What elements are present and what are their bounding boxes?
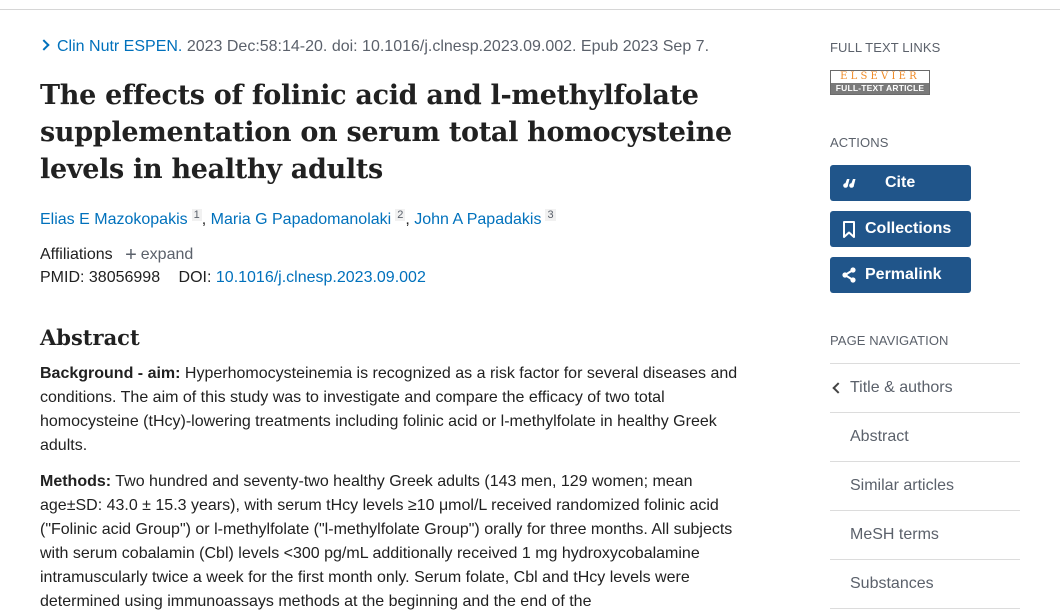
author-link[interactable]: John A Papadakis (414, 211, 542, 228)
nav-item-substances[interactable] (830, 560, 1020, 609)
nav-item-label: Similar articles (850, 477, 955, 494)
affiliations-row (40, 242, 193, 265)
author-separator: , (201, 211, 207, 228)
affiliation-ref[interactable]: 2 (397, 209, 404, 221)
citation-details: 2023 Dec:58:14-20. doi: 10.1016/j.clnesp.2023.09.002. Epub 2023 Sep 7. (182, 38, 710, 55)
section-label: Background - aim: (40, 365, 181, 382)
identifiers-row (40, 269, 426, 287)
journal-link[interactable]: Clin Nutr ESPEN. (57, 38, 183, 55)
chevron-right-icon[interactable] (38, 39, 49, 50)
affiliations-label: Affiliations (40, 246, 113, 263)
abstract-methods (40, 470, 755, 614)
chevron-left-icon (832, 382, 843, 393)
quote-icon (842, 165, 858, 215)
cite-button[interactable] (830, 165, 971, 201)
author-list (40, 205, 556, 230)
section-text: Two hundred and seventy-two healthy Greek adults (143 men, 129 women; mean age±SD: 43.0 ± 15.3 years), with serum tHcy levels ≥10 μmol/L received randomized folinic acid ("Folinic acid Group") or l-methylfolate ("l-methylfolate Group") orally for three months. All subjects with serum cobalamin (Cbl) levels <300 pg/mL additionally received 1 mg hydroxycobalamine intramuscularly twice a week for the first month only. Serum folate, Cbl and tHcy levels were determined using immunoassays methods at the beginning and the end of the (40, 473, 733, 610)
page-navigation-list (830, 363, 1020, 609)
header-divider (0, 9, 1060, 10)
abstract-background (40, 362, 755, 458)
section-text: Hyperhomocysteinemia is recognized as a risk factor for several diseases and conditions. The aim of this study was to investigate and compare the efficacy of two total homocysteine (tHcy)-lowering treatments including folinic acid or l-methylfolate in healthy Greek adults. (40, 365, 738, 454)
full-text-links-heading: FULL TEXT LINKS (830, 40, 941, 55)
nav-item-similar-articles[interactable] (830, 462, 1020, 511)
nav-item-label: MeSH terms (850, 526, 939, 543)
actions-heading: ACTIONS (830, 135, 889, 150)
permalink-button[interactable] (830, 257, 971, 293)
doi-label: DOI: (178, 269, 212, 286)
article-title: The effects of folinic acid and l-methylfolate supplementation on serum total homocysteine levels in healthy adults (40, 80, 732, 185)
author-link[interactable]: Maria G Papadomanolaki (210, 211, 392, 228)
plus-icon: + (125, 244, 137, 266)
full-text-article-label: FULL-TEXT ARTICLE (831, 83, 929, 94)
nav-item-label: Abstract (850, 428, 909, 445)
elsevier-full-text-link[interactable] (830, 70, 930, 95)
bookmark-icon (842, 211, 856, 261)
citation-line (40, 37, 709, 57)
nav-item-label: Title & authors (850, 379, 953, 396)
author-link[interactable]: Elias E Mazokopakis (40, 211, 188, 228)
affiliation-ref[interactable]: 3 (547, 209, 554, 221)
nav-item-label: Substances (850, 575, 934, 592)
author-separator: , (405, 211, 410, 228)
nav-item-abstract[interactable] (830, 413, 1020, 462)
elsevier-logo-text: ELSEVIER (831, 71, 929, 83)
collections-button[interactable] (830, 211, 971, 247)
section-label: Methods: (40, 473, 112, 490)
nav-item-mesh-terms[interactable] (830, 511, 1020, 560)
permalink-label: Permalink (865, 266, 942, 283)
share-icon (842, 257, 856, 307)
pmid-label: PMID: (40, 269, 85, 286)
cite-label: Cite (885, 174, 916, 191)
expand-affiliations-button[interactable] (125, 244, 194, 266)
abstract-heading: Abstract (40, 325, 140, 350)
affiliation-ref[interactable]: 1 (193, 209, 200, 221)
doi-link[interactable]: 10.1016/j.clnesp.2023.09.002 (215, 269, 426, 286)
page-navigation-heading: PAGE NAVIGATION (830, 333, 949, 348)
expand-label: expand (140, 246, 194, 263)
pmid-value: 38056998 (88, 269, 161, 286)
nav-item-title-authors[interactable] (830, 364, 1020, 413)
collections-label: Collections (865, 220, 952, 237)
